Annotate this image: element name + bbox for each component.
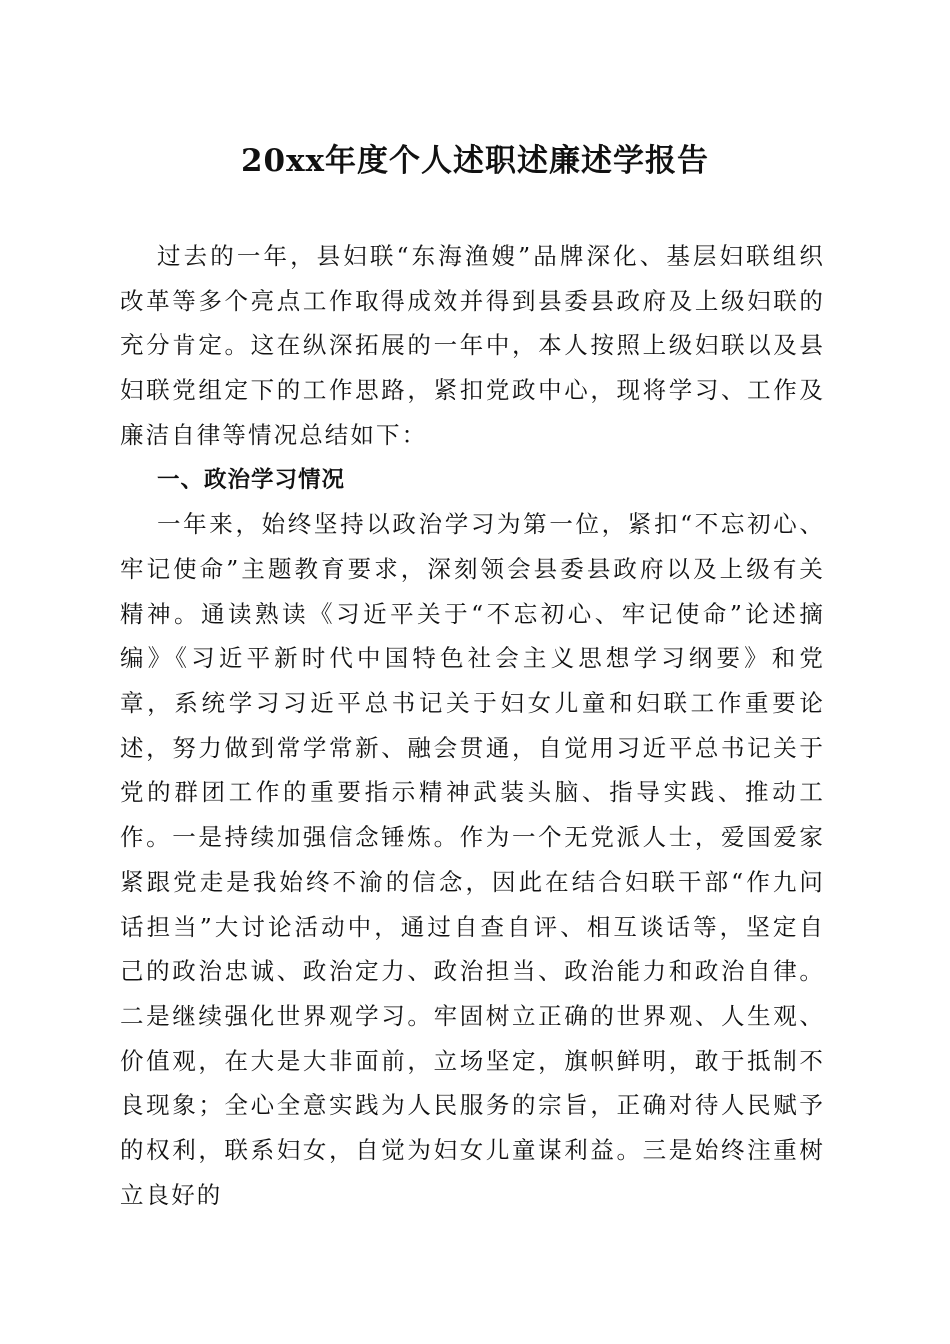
section-heading-political-study: 一、政治学习情况: [157, 466, 346, 493]
document-title: 20xx年度个人述职述廉述学报告: [240, 143, 710, 179]
document-body: [120, 234, 825, 1217]
political-study-paragraph: 一年来，始终坚持以政治学习为第一位，紧扣“不忘初心、牢记使命”主题教育要求，深刻领会县委县政府以及上级有关精神。通读熟读《习近平关于“不忘初心、牢记使命”论述摘编》《习近平新时代中国特色社会主义思想学习纲要》和党章，系统学习习近平总书记关于妇女儿童和妇联工作重要论述，努力做到常学常新、融会贯通，自觉用习近平总书记关于党的群团工作的重要指示精神武装头脑、指导实践、推动工作。一是持续加强信念锤炼。作为一个无党派人士，爱国爱家紧跟党走是我始终不渝的信念，因此在结合妇联干部“作九问话担当”大讨论活动中，通过自查自评、相互谈话等，坚定自己的政治忠诚、政治定力、政治担当、政治能力和政治自律。二是继续强化世界观学习。牢固树立正确的世界观、人生观、价值观，在大是大非面前，立场坚定，旗帜鲜明，敢于抵制不良现象；全心全意实践为人民服务的宗旨，正确对待人民赋予的权利，联系妇女，自觉为妇女儿童谋利益。三是始终注重树立良好的: [120, 510, 825, 1209]
intro-paragraph: 过去的一年，县妇联“东海渔嫂”品牌深化、基层妇联组织改革等多个亮点工作取得成效并得到县委县政府及上级妇联的充分肯定。这在纵深拓展的一年中，本人按照上级妇联以及县妇联党组定下的工作思路，紧扣党政中心，现将学习、工作及廉洁自律等情况总结如下：: [120, 242, 825, 449]
